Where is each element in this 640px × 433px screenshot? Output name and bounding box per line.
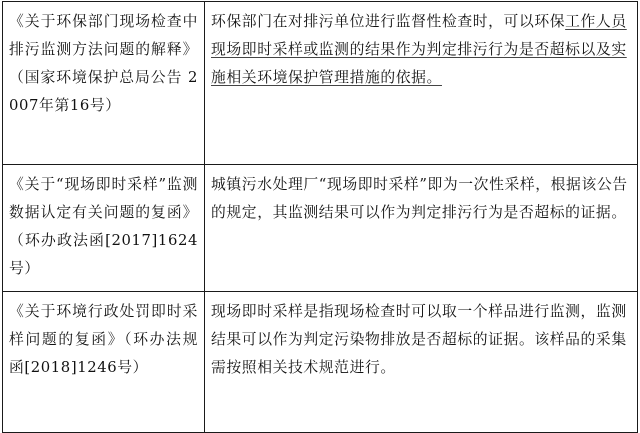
content-cell — [205, 2, 638, 165]
regulation-table — [2, 1, 638, 433]
document-title-cell: 《关于“现场即时采样”监测数据认定有关问题的复函》（环办政法函[2017]1624号） — [3, 165, 205, 292]
content-cell: 城镇污水处理厂“现场即时采样”即为一次性采样，根据该公告的规定，其监测结果可以作为判定排污行为是否超标的证据。 — [205, 165, 638, 292]
underlined-content-text: 工作人员现场即时采样或监测的结果作为判定排污行为是否超标以及实施相关环境保护管理措施的依据。 — [211, 13, 627, 86]
table-row — [3, 2, 638, 165]
document-title-cell: 《关于环保部门现场检查中排污监测方法问题的解释》（国家环境保护总局公告 2007年第16号） — [3, 2, 205, 165]
content-text: 环保部门在对排污单位进行监督性检查时，可以环保 — [211, 13, 566, 30]
table-row — [3, 292, 638, 433]
content-cell: 现场即时采样是指现场检查时可以取一个样品进行监测，监测结果可以作为判定污染物排放是否超标的证据。该样品的采集需按照相关技术规范进行。 — [205, 292, 638, 433]
table-row — [3, 165, 638, 292]
document-title-cell: 《关于环境行政处罚即时采样问题的复函》（环办法规函[2018]1246号） — [3, 292, 205, 433]
